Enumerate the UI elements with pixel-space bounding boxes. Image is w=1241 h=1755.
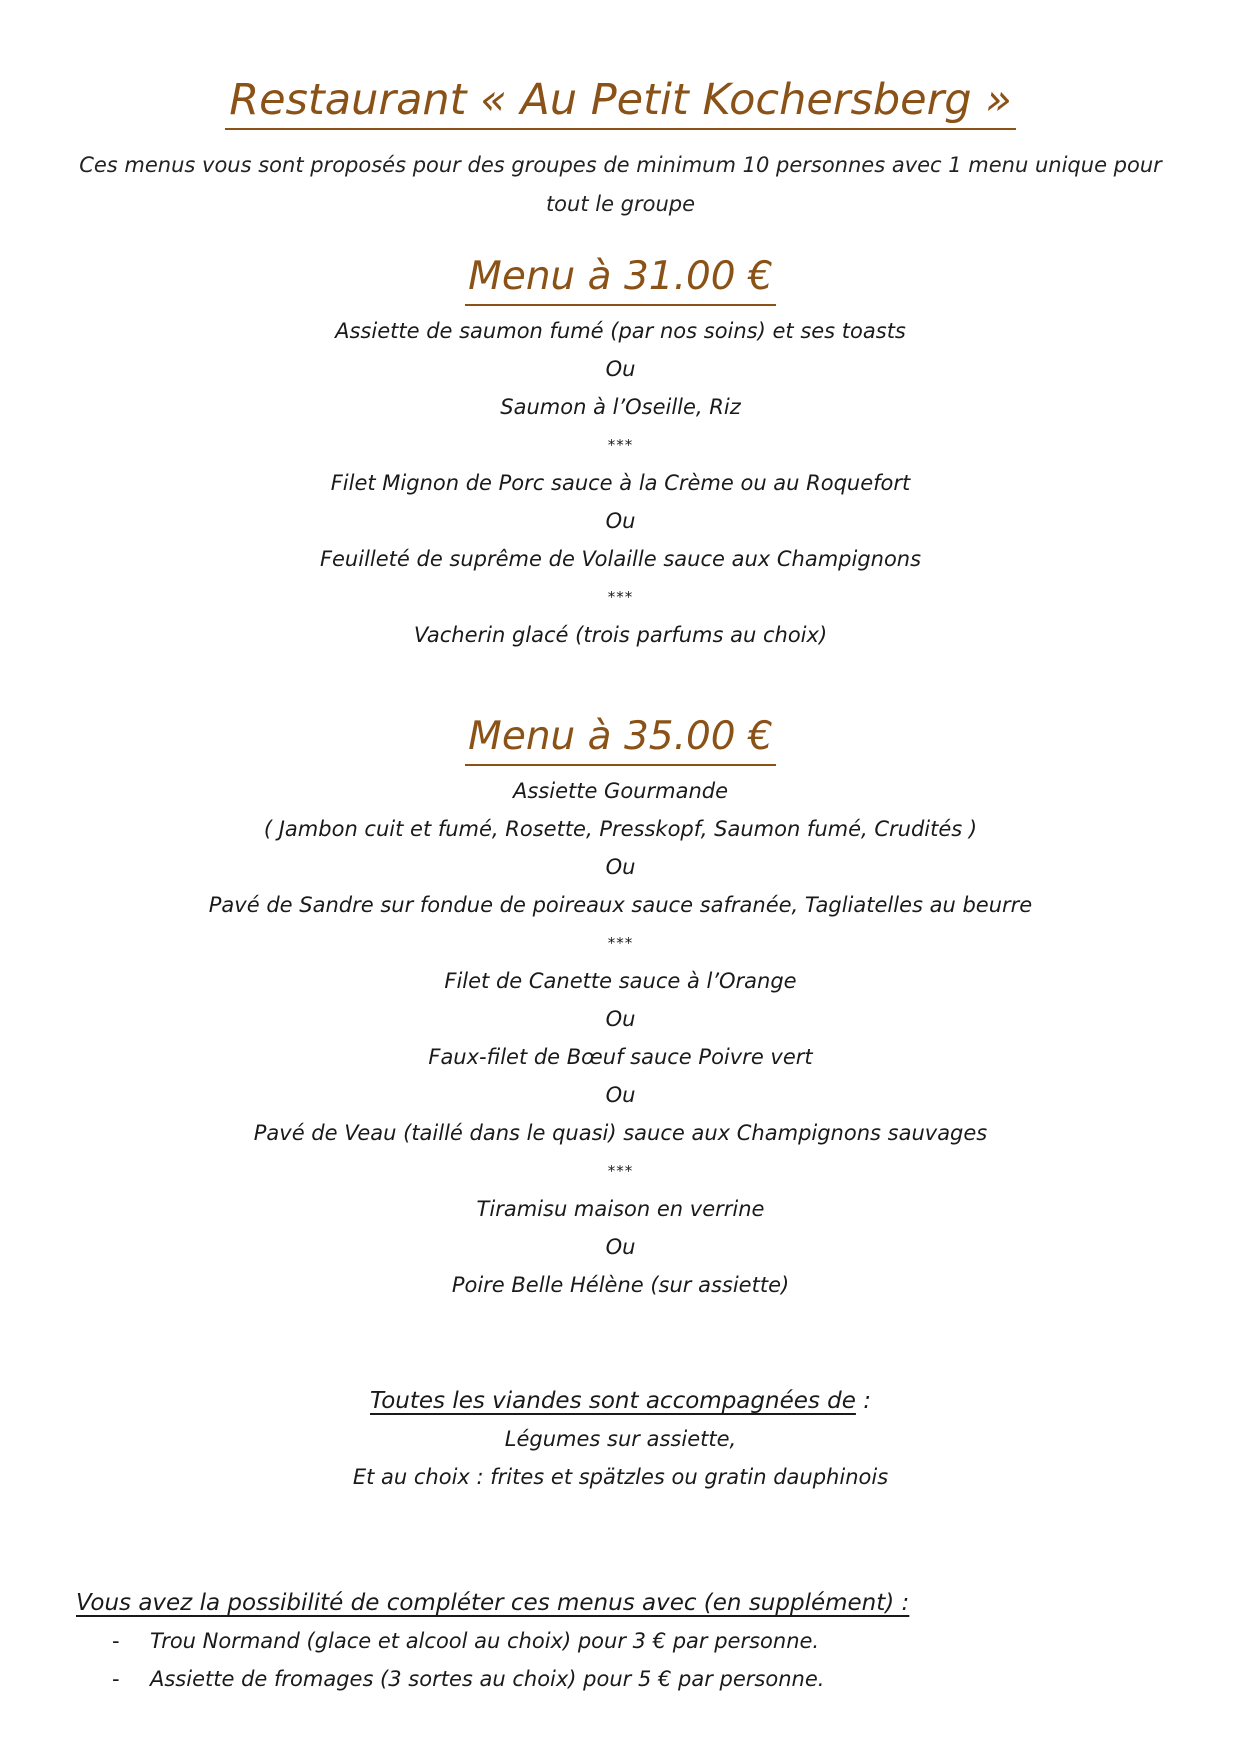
dish-line: Feuilleté de suprême de Volaille sauce aux Champignons (319, 547, 922, 571)
menu-1-heading-text: Menu à 31.00 € (465, 252, 776, 306)
accompaniment-title (0, 1382, 1241, 1420)
supplement-item-text: Assiette de fromages (3 sortes au choix) pour 5 € par personne. (150, 1667, 825, 1691)
or-separator: Ou (605, 1083, 636, 1107)
or-separator: Ou (605, 1235, 636, 1259)
accompaniment-line-1: Légumes sur assiette, (504, 1427, 737, 1451)
list-item (112, 1622, 824, 1660)
bullet-dash: - (112, 1667, 120, 1691)
dish-line: Vacherin glacé (trois parfums au choix) (413, 623, 828, 647)
intro-line-1: Ces menus vous sont proposés pour des groupes de minimum 10 personnes avec 1 menu unique pour (79, 153, 1162, 177)
intro-line-2: tout le groupe (545, 192, 696, 216)
accompaniment-title-text: Toutes les viandes sont accompagnées de (370, 1388, 856, 1414)
or-separator: Ou (605, 1007, 636, 1031)
menu-1-heading (0, 252, 1241, 306)
dish-line: Saumon à l’Oseille, Riz (500, 395, 741, 419)
list-item (112, 1660, 824, 1698)
dish-line: Tiramisu maison en verrine (476, 1197, 765, 1221)
page-title (0, 72, 1241, 130)
dish-line: Assiette de saumon fumé (par nos soins) et ses toasts (335, 319, 906, 343)
course-separator: *** (607, 588, 634, 606)
bullet-dash: - (112, 1629, 120, 1653)
dish-line: ( Jambon cuit et fumé, Rosette, Presskopf, Saumon fumé, Crudités ) (263, 817, 978, 841)
course-separator: *** (607, 1162, 634, 1180)
or-separator: Ou (605, 855, 636, 879)
or-separator: Ou (605, 357, 636, 381)
dish-line: Filet de Canette sauce à l’Orange (444, 969, 797, 993)
accompaniment-title-suffix: : (855, 1388, 871, 1414)
accompaniment-lines (0, 1420, 1241, 1496)
menu-2-heading-text: Menu à 35.00 € (465, 712, 776, 766)
page-title-text: Restaurant « Au Petit Kochersberg » (225, 74, 1016, 130)
or-separator: Ou (605, 509, 636, 533)
accompaniment-line-2: Et au choix : frites et spätzles ou gratin dauphinois (352, 1465, 889, 1489)
course-separator: *** (607, 436, 634, 454)
menu-2-dishes (0, 772, 1241, 1304)
supplement-item-text: Trou Normand (glace et alcool au choix) pour 3 € par personne. (150, 1629, 820, 1653)
dish-line: Filet Mignon de Porc sauce à la Crème ou au Roquefort (330, 471, 911, 495)
dish-line: Assiette Gourmande (512, 779, 728, 803)
course-separator: *** (607, 934, 634, 952)
dish-line: Poire Belle Hélène (sur assiette) (451, 1273, 790, 1297)
dish-line: Pavé de Veau (taillé dans le quasi) sauce aux Champignons sauvages (253, 1121, 988, 1145)
dish-line: Faux-filet de Bœuf sauce Poivre vert (428, 1045, 813, 1069)
supplements-list (112, 1622, 824, 1698)
supplements-title: Vous avez la possibilité de compléter ces menus avec (en supplément) : (76, 1590, 910, 1616)
menu-1-dishes (0, 312, 1241, 654)
menu-2-heading (0, 712, 1241, 766)
intro-text (0, 146, 1241, 224)
dish-line: Pavé de Sandre sur fondue de poireaux sauce safranée, Tagliatelles au beurre (208, 893, 1033, 917)
